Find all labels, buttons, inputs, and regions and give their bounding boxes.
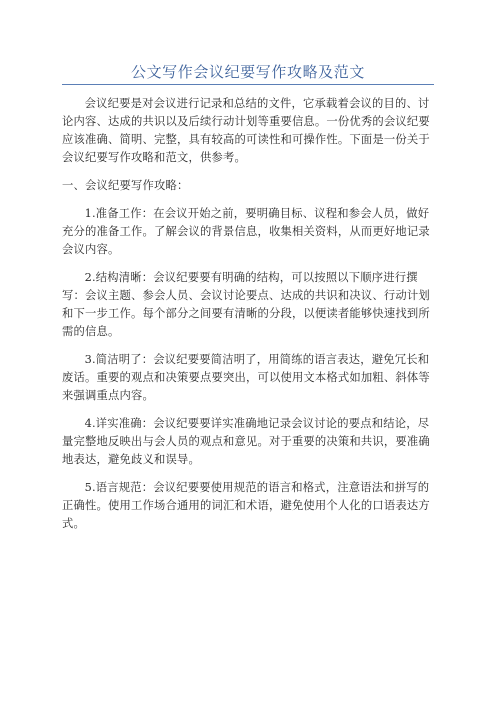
- document-body: [62, 95, 434, 543]
- tip-item-5: 5.语言规范：会议纪要要使用规范的语言和格式，注意语法和拼写的正确性。使用工作场合通用的词汇和术语，避免使用个人化的口语表达方式。: [62, 481, 430, 530]
- title-divider: [62, 84, 434, 85]
- section-heading: 一、会议纪要写作攻略：: [62, 179, 189, 192]
- intro-paragraph: 会议纪要是对会议进行记录和总结的文件，它承载着会议的目的、讨论内容、达成的共识以及后续行动计划等重要信息。一份优秀的会议纪要应该准确、简明、完整，具有较高的可读性和可操作性。下面是一份关于会议纪要写作攻略和范文，供参考。: [62, 97, 430, 164]
- tip-item-3: 3.简洁明了：会议纪要要简洁明了，用简练的语言表达，避免冗长和废话。重要的观点和决策要点要突出，可以使用文本格式如加粗、斜体等来强调重点内容。: [62, 353, 430, 402]
- document-title: 公文写作会议纪要写作攻略及范文: [130, 63, 365, 81]
- tip-item-4: 4.详实准确：会议纪要要详实准确地记录会议讨论的要点和结论，尽量完整地反映出与会人员的观点和意见。对于重要的决策和共识，要准确地表达，避免歧义和误导。: [62, 417, 430, 466]
- tip-item-2: 2.结构清晰：会议纪要要有明确的结构，可以按照以下顺序进行撰写：会议主题、参会人员、会议讨论要点、达成的共识和决议、行动计划和下一步工作。每个部分之间要有清晰的分段，以便读者能够快速找到所需的信息。: [62, 271, 430, 338]
- tip-item-1: 1.准备工作：在会议开始之前，要明确目标、议程和参会人员，做好充分的准备工作。了解会议的背景信息，收集相关资料，从而更好地记录会议内容。: [62, 207, 430, 256]
